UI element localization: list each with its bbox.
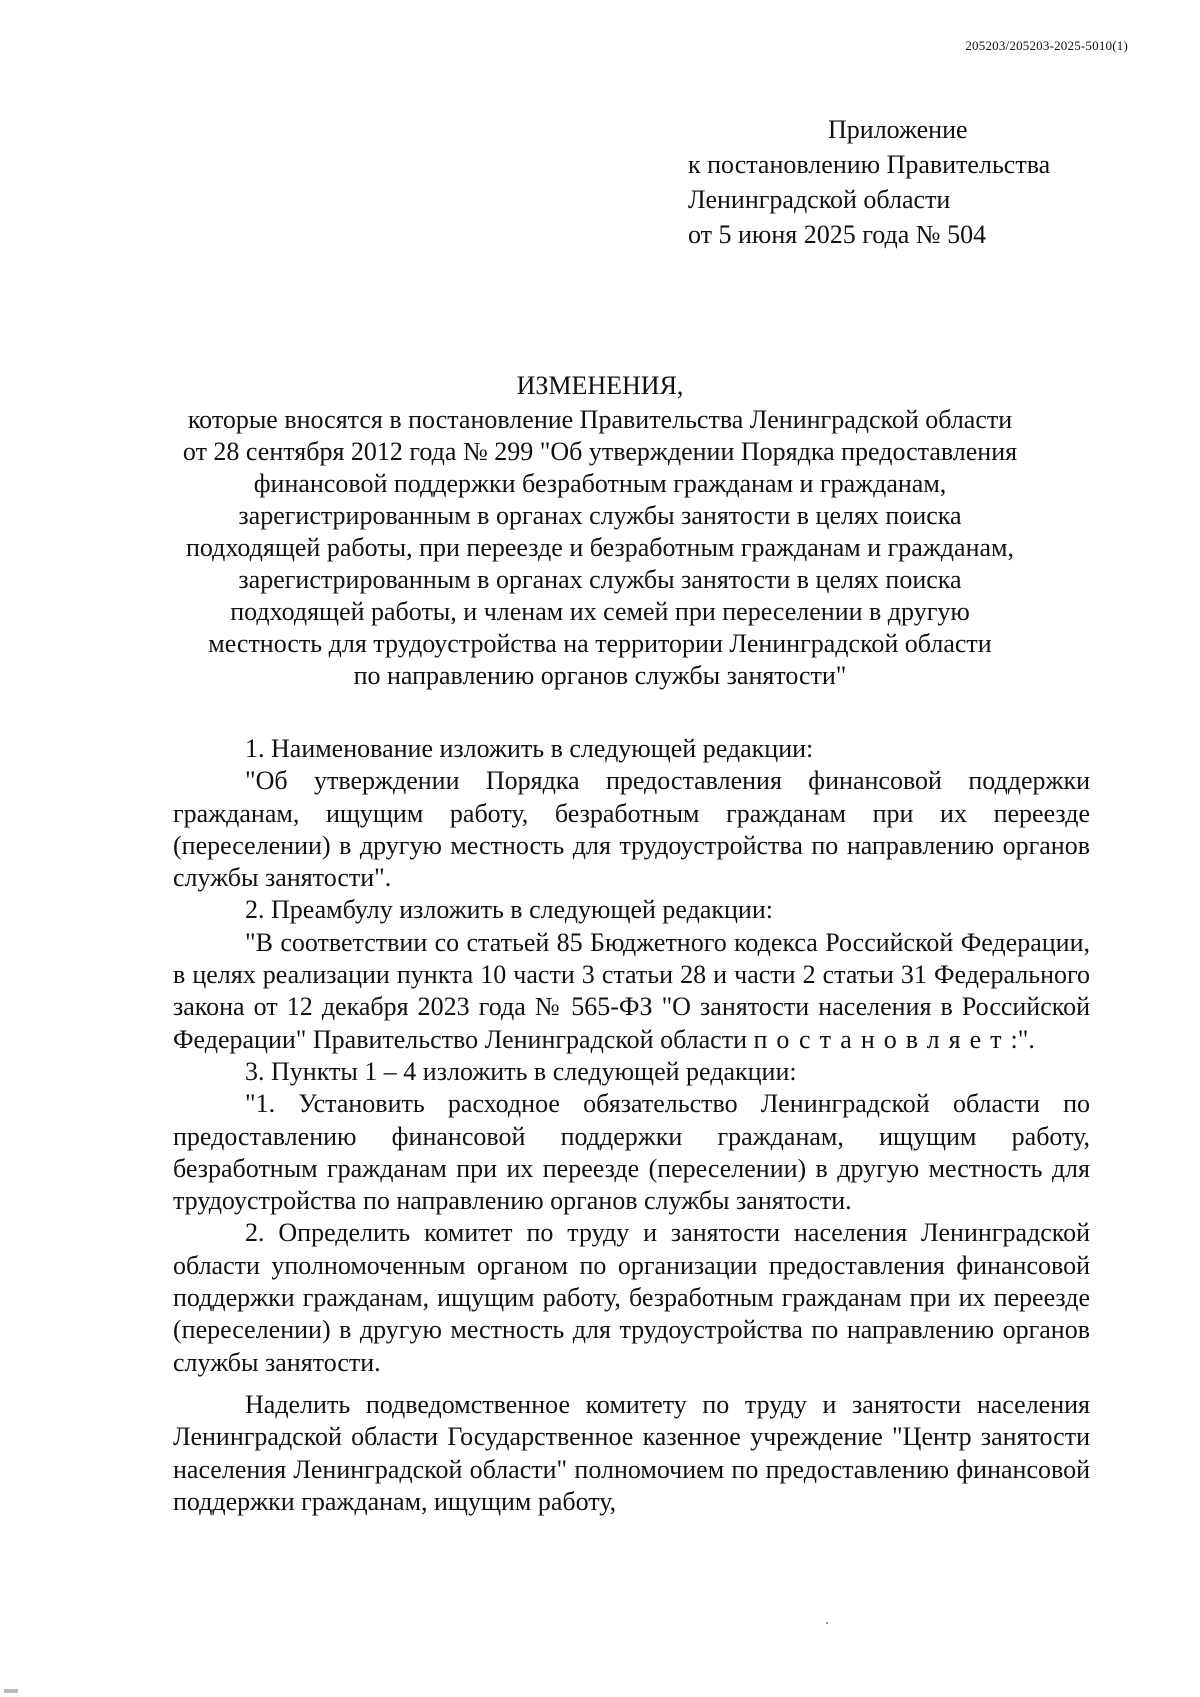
paragraph-new-preamble (173, 927, 1090, 1056)
paragraph-point-2: 2. Определить комитет по труду и занятости населения Ленинградской области уполномоченным органом по организации предоставления финансовой поддержки гражданам, ищущим работу, безработным гражданам при их переезде (переселении) в другую местность для трудоустройства по направлению органов службы занятости. (173, 1218, 1090, 1377)
title-line: подходящей работы, при переезде и безработным гражданам и гражданам, (186, 533, 1014, 562)
paragraph-new-title: "Об утверждении Порядка предоставления финансовой поддержки гражданам, ищущим работу, безработным гражданам при их переезде (переселении) в другую местность для трудоустройства по направлению органов службы занятости". (173, 766, 1090, 893)
document-heading: ИЗМЕНЕНИЯ, (516, 371, 684, 400)
preamble-resolves-word: постановляет (753, 1024, 1011, 1054)
appendix-line-2: Ленинградской области (688, 185, 951, 214)
scan-dot (826, 1622, 828, 1624)
paragraph-delegation: Наделить подведомственное комитету по труду и занятости населения Ленинградской области Государственное казенное учреждение "Центр занятости населения Ленинградской области" полномочием по предоставлению финансовой поддержки гражданам, ищущим работу, (173, 1389, 1090, 1516)
appendix-line-3: от 5 июня 2025 года № 504 (688, 220, 987, 249)
scan-corner-mark (4, 1689, 18, 1693)
document-registration-number: 205203/205203-2025-5010(1) (965, 38, 1128, 53)
title-line: финансовой поддержки безработным гражданам и гражданам, (253, 469, 947, 498)
document-body (173, 733, 1090, 1518)
paragraph-point-1: "1. Установить расходное обязательство Ленинградской области по предоставлению финансовой поддержки гражданам, ищущим работу, безработным гражданам при их переезде (переселении) в другую местность для трудоустройства по направлению органов службы занятости. (173, 1089, 1090, 1216)
title-line: подходящей работы, и членам их семей при переселении в другую (230, 597, 970, 626)
title-line: которые вносятся в постановление Правительства Ленинградской области (187, 405, 1013, 434)
appendix-line-1: к постановлению Правительства (688, 150, 1051, 179)
appendix-header (688, 112, 1108, 252)
paragraph-item-2: 2. Преамбулу изложить в следующей редакции: (245, 895, 773, 925)
document-title-block (130, 370, 1070, 692)
preamble-text: "В соответствии со статьей 85 Бюджетного кодекса Российской Федерации, в целях реализации пункта 10 части 3 статьи 28 и части 2 статьи 31 Федерального закона от 12 декабря 2023 года № 565-ФЗ "О занятости населения в Российской Федерации" Правительство Ленинградской области (173, 927, 1090, 1054)
title-line: зарегистрированным в органах службы занятости в целях поиска (238, 565, 962, 594)
title-line: местность для трудоустройства на территории Ленинградской области (208, 629, 992, 658)
paragraph-item-3: 3. Пункты 1 – 4 изложить в следующей редакции: (245, 1056, 797, 1086)
preamble-end: :". (1010, 1024, 1035, 1054)
title-line: зарегистрированным в органах службы занятости в целях поиска (238, 501, 962, 530)
paragraph-item-1: 1. Наименование изложить в следующей редакции: (245, 734, 814, 763)
title-line: от 28 сентября 2012 года № 299 "Об утверждении Порядка предоставления (182, 437, 1018, 466)
title-line: по направлению органов службы занятости" (353, 661, 847, 690)
appendix-title: Приложение (828, 115, 968, 144)
